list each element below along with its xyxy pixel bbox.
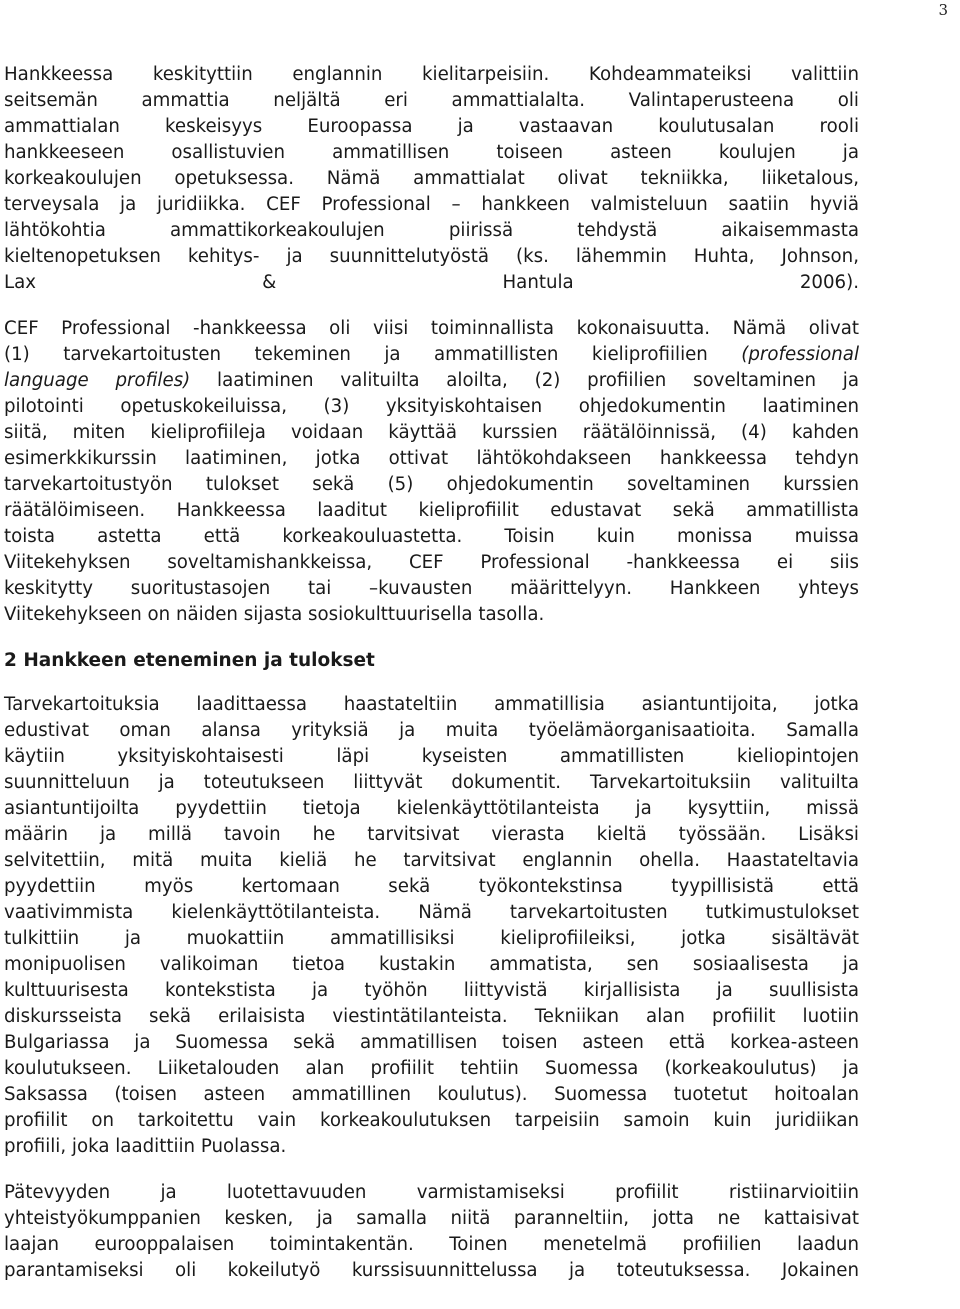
- page-number: 3: [938, 1, 948, 19]
- text-line: Lax & Hantula 2006).: [4, 272, 859, 293]
- text-line: terveysala ja juridiikka. CEF Professional – hankkeen valmisteluun saatiin hyviä: [4, 194, 859, 215]
- text-line: parantamiseksi oli kokeilutyö kurssisuunnittelussa ja toteutuksessa. Jokainen: [4, 1260, 859, 1281]
- text-line: suunnitteluun ja toteutukseen liittyvät dokumentit. Tarvekartoituksiin valituilta: [4, 772, 859, 793]
- text-span: (1) tarvekartoitusten tekeminen ja ammatillisten kieliprofiilien: [4, 344, 742, 365]
- text-line: kulttuurisesta kontekstista ja työhön liittyvistä kirjallisista ja suullisista: [4, 980, 859, 1001]
- section-heading: 2 Hankkeen eteneminen ja tulokset: [4, 650, 375, 671]
- text-line: Viitekehykseen on näiden sijasta sosiokulttuurisella tasolla.: [4, 604, 545, 625]
- text-line: esimerkkikurssin laatiminen, jotka ottivat lähtökohdakseen hankkeessa tehdyn: [4, 448, 859, 469]
- text-line: pyydettiin myös kertomaan sekä työkontekstinsa tyypillisistä että: [4, 876, 859, 897]
- text-line: profiili, joka laadittiin Puolassa.: [4, 1136, 287, 1157]
- text-line: Viitekehyksen soveltamishankkeissa, CEF Professional -hankkeessa ei siis: [4, 552, 859, 573]
- text-line: monipuolisen valikoiman tietoa kustakin ammatista, sen sosiaalisesta ja: [4, 954, 859, 975]
- text-line: koulutukseen. Liiketalouden alan profiilit tehtiin Suomessa (korkeakoulutus) ja: [4, 1058, 859, 1079]
- text-line: asiantuntijoilta pyydettiin tietoja kielenkäyttötilanteista ja kysyttiin, missä: [4, 798, 859, 819]
- text-line: Bulgariassa ja Suomessa sekä ammatillisen toisen asteen että korkea-asteen: [4, 1032, 859, 1053]
- text-line: pilotointi opetuskokeiluissa, (3) yksityiskohtaisen ohjedokumentin laatiminen: [4, 396, 859, 417]
- paragraph-4: [4, 1180, 859, 1284]
- text-line: selvitettiin, mitä muita kieliä he tarvitsivat englannin ohella. Haastateltavia: [4, 850, 859, 871]
- text-line: Hankkeessa keskityttiin englannin kielitarpeisiin. Kohdeammateiksi valittiin: [4, 64, 859, 85]
- text-line: lähtökohtia ammattikorkeakoulujen piirissä tehdystä aikaisemmasta: [4, 220, 859, 241]
- italic-term: (professional: [741, 344, 859, 365]
- text-line: diskursseista sekä erilaisista viestintätilanteista. Tekniikan alan profiilit luotiin: [4, 1006, 859, 1027]
- text-line: laajan eurooppalaisen toimintakentän. Toinen menetelmä profiilien laadun: [4, 1234, 859, 1255]
- text-line: tarvekartoitustyön tulokset sekä (5) ohjedokumentin soveltaminen kurssien: [4, 474, 859, 495]
- text-line: kieltenopetuksen kehitys- ja suunnittelutyöstä (ks. lähemmin Huhta, Johnson,: [4, 246, 859, 267]
- text-line: käytiin yksityiskohtaisesti läpi kyseisten ammatillisten kieliopintojen: [4, 746, 859, 767]
- text-line: määrin ja millä tavoin he tarvitsivat vierasta kieltä työssään. Lisäksi: [4, 824, 859, 845]
- text-line: korkeakoulujen opetuksessa. Nämä ammattialat olivat tekniikka, liiketalous,: [4, 168, 859, 189]
- text-line: edustivat oman alansa yrityksiä ja muita työelämäorganisaatioita. Samalla: [4, 720, 859, 741]
- paragraph-2: [4, 316, 859, 628]
- text-line: yhteistyökumppanien kesken, ja samalla niitä paranneltiin, jotta ne kattaisivat: [4, 1208, 859, 1229]
- text-line: tulkittiin ja muokattiin ammatillisiksi kieliprofiileiksi, jotka sisältävät: [4, 928, 859, 949]
- text-line: Tarvekartoituksia laadittaessa haastateltiin ammatillisia asiantuntijoita, jotka: [4, 694, 859, 715]
- text-line: seitsemän ammattia neljältä eri ammattialalta. Valintaperusteena oli: [4, 90, 859, 111]
- text-line-with-italic: [4, 368, 859, 394]
- text-line: toista astetta että korkeakouluastetta. Toisin kuin monissa muissa: [4, 526, 859, 547]
- text-line: hankkeeseen osallistuvien ammatillisen toiseen asteen koulujen ja: [4, 142, 859, 163]
- text-line-with-italic: [4, 342, 859, 368]
- text-span: laatiminen valituilta aloilta, (2) profiilien soveltaminen ja: [190, 370, 860, 391]
- text-line: siitä, miten kieliprofiileja voidaan käyttää kurssien räätälöinnissä, (4) kahden: [4, 422, 859, 443]
- paragraph-3: [4, 692, 859, 1160]
- text-line: vaativimmista kielenkäyttötilanteista. Nämä tarvekartoitusten tutkimustulokset: [4, 902, 859, 923]
- text-line: profiilit on tarkoitettu vain korkeakoulutuksen tarpeisiin samoin kuin juridiikan: [4, 1110, 859, 1131]
- text-line: räätälöimiseen. Hankkeessa laaditut kieliprofiilit edustavat sekä ammatillista: [4, 500, 859, 521]
- text-line: CEF Professional -hankkeessa oli viisi toiminnallista kokonaisuutta. Nämä olivat: [4, 318, 859, 339]
- text-line: keskitytty suoritustasojen tai –kuvausten määrittelyyn. Hankkeen yhteys: [4, 578, 859, 599]
- text-line: ammattialan keskeisyys Euroopassa ja vastaavan koulutusalan rooli: [4, 116, 859, 137]
- italic-term: language profiles): [4, 370, 191, 391]
- text-line: Pätevyyden ja luotettavuuden varmistamiseksi profiilit ristiinarvioitiin: [4, 1182, 859, 1203]
- document-body: [4, 62, 859, 1304]
- text-line: Saksassa (toisen asteen ammatillinen koulutus). Suomessa tuotetut hoitoalan: [4, 1084, 859, 1105]
- paragraph-1: [4, 62, 859, 296]
